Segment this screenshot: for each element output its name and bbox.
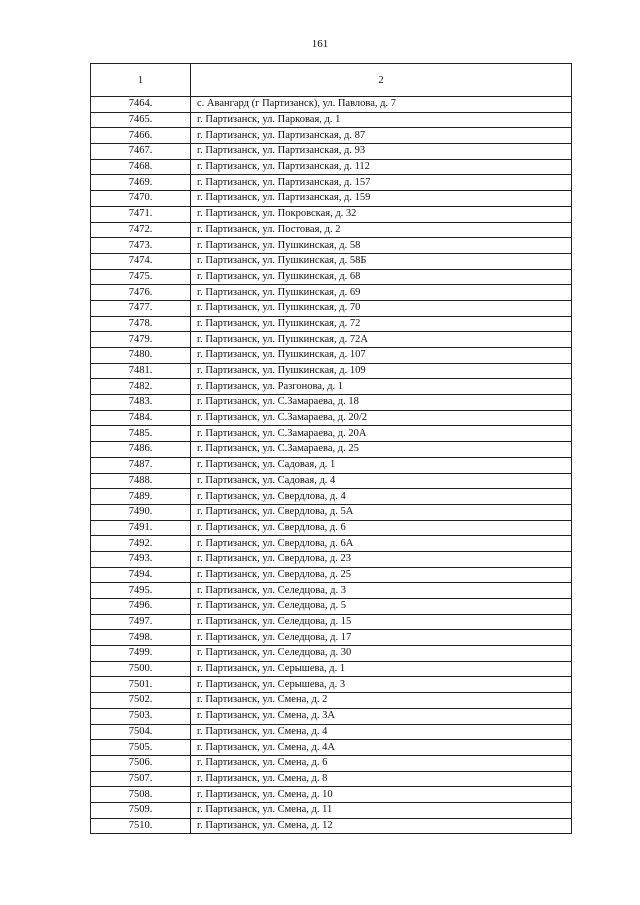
address-cell: г. Партизанск, ул. Свердлова, д. 4 (191, 489, 572, 505)
row-number-cell: 7508. (91, 787, 191, 803)
page-number: 161 (311, 38, 329, 50)
address-cell: г. Партизанск, ул. Свердлова, д. 23 (191, 551, 572, 567)
address-cell: г. Партизанск, ул. Селедцова, д. 15 (191, 614, 572, 630)
address-cell: г. Партизанск, ул. Смена, д. 2 (191, 693, 572, 709)
address-cell: г. Партизанск, ул. Селедцова, д. 3 (191, 583, 572, 599)
row-number-cell: 7492. (91, 536, 191, 552)
address-cell: г. Партизанск, ул. Смена, д. 4А (191, 740, 572, 756)
row-number-cell: 7509. (91, 802, 191, 818)
table-row (91, 567, 572, 583)
row-number-cell: 7478. (91, 316, 191, 332)
row-number-cell: 7506. (91, 755, 191, 771)
table-row (91, 771, 572, 787)
row-number-cell: 7477. (91, 300, 191, 316)
address-cell: г. Партизанск, ул. Свердлова, д. 25 (191, 567, 572, 583)
table-row (91, 802, 572, 818)
address-cell: г. Партизанск, ул. Партизанская, д. 159 (191, 191, 572, 207)
table-body (91, 97, 572, 834)
address-cell: г. Партизанск, ул. Селедцова, д. 17 (191, 630, 572, 646)
address-cell: г. Партизанск, ул. Партизанская, д. 112 (191, 159, 572, 175)
table-row (91, 332, 572, 348)
address-cell: г. Партизанск, ул. Партизанская, д. 157 (191, 175, 572, 191)
row-number-cell: 7474. (91, 253, 191, 269)
address-cell: г. Партизанск, ул. Садовая, д. 1 (191, 457, 572, 473)
row-number-cell: 7487. (91, 457, 191, 473)
address-cell: г. Партизанск, ул. Смена, д. 11 (191, 802, 572, 818)
table-row (91, 97, 572, 113)
table-row (91, 708, 572, 724)
table-row (91, 175, 572, 191)
address-cell: г. Партизанск, ул. Смена, д. 10 (191, 787, 572, 803)
table-row (91, 755, 572, 771)
row-number-cell: 7470. (91, 191, 191, 207)
table-row (91, 740, 572, 756)
row-number-cell: 7466. (91, 128, 191, 144)
row-number-cell: 7467. (91, 144, 191, 160)
row-number-cell: 7489. (91, 489, 191, 505)
row-number-cell: 7494. (91, 567, 191, 583)
table-row (91, 442, 572, 458)
table-row (91, 661, 572, 677)
table-row (91, 238, 572, 254)
address-cell: г. Партизанск, ул. Пушкинская, д. 58Б (191, 253, 572, 269)
row-number-cell: 7503. (91, 708, 191, 724)
table-row (91, 144, 572, 160)
row-number-cell: 7498. (91, 630, 191, 646)
row-number-cell: 7488. (91, 473, 191, 489)
table-row (91, 520, 572, 536)
table-row (91, 489, 572, 505)
table-row (91, 426, 572, 442)
address-cell: г. Партизанск, ул. Смена, д. 12 (191, 818, 572, 834)
address-cell: г. Партизанск, ул. Партизанская, д. 87 (191, 128, 572, 144)
table-row (91, 536, 572, 552)
address-cell: г. Партизанск, ул. Свердлова, д. 6 (191, 520, 572, 536)
table-row (91, 724, 572, 740)
address-table (90, 63, 572, 834)
table-row (91, 677, 572, 693)
row-number-cell: 7502. (91, 693, 191, 709)
address-cell: г. Партизанск, ул. Покровская, д. 32 (191, 206, 572, 222)
table-row (91, 395, 572, 411)
address-cell: г. Партизанск, ул. Партизанская, д. 93 (191, 144, 572, 160)
address-cell: г. Партизанск, ул. Постовая, д. 2 (191, 222, 572, 238)
table-row (91, 206, 572, 222)
table-row (91, 599, 572, 615)
row-number-cell: 7468. (91, 159, 191, 175)
table-row (91, 222, 572, 238)
address-cell: г. Партизанск, ул. С.Замараева, д. 20А (191, 426, 572, 442)
address-cell: г. Партизанск, ул. Пушкинская, д. 58 (191, 238, 572, 254)
table-row (91, 787, 572, 803)
table-row (91, 316, 572, 332)
row-number-cell: 7505. (91, 740, 191, 756)
address-cell: г. Партизанск, ул. Пушкинская, д. 70 (191, 300, 572, 316)
table-row (91, 457, 572, 473)
row-number-cell: 7485. (91, 426, 191, 442)
row-number-cell: 7473. (91, 238, 191, 254)
table-row (91, 348, 572, 364)
row-number-cell: 7475. (91, 269, 191, 285)
row-number-cell: 7501. (91, 677, 191, 693)
table-row (91, 818, 572, 834)
address-cell: г. Партизанск, ул. Садовая, д. 4 (191, 473, 572, 489)
address-cell: г. Партизанск, ул. Селедцова, д. 5 (191, 599, 572, 615)
table-row (91, 300, 572, 316)
row-number-cell: 7486. (91, 442, 191, 458)
table-row (91, 363, 572, 379)
row-number-cell: 7482. (91, 379, 191, 395)
address-cell: г. Партизанск, ул. Смена, д. 4 (191, 724, 572, 740)
row-number-cell: 7491. (91, 520, 191, 536)
row-number-cell: 7510. (91, 818, 191, 834)
address-cell: г. Партизанск, ул. Парковая, д. 1 (191, 112, 572, 128)
row-number-cell: 7476. (91, 285, 191, 301)
address-cell: г. Партизанск, ул. Селедцова, д. 30 (191, 646, 572, 662)
table-row (91, 473, 572, 489)
row-number-cell: 7495. (91, 583, 191, 599)
row-number-cell: 7465. (91, 112, 191, 128)
address-cell: г. Партизанск, ул. Пушкинская, д. 72А (191, 332, 572, 348)
column-header-address: 2 (191, 64, 572, 97)
row-number-cell: 7496. (91, 599, 191, 615)
table-row (91, 630, 572, 646)
table-header-row (91, 64, 572, 97)
address-cell: г. Партизанск, ул. Пушкинская, д. 72 (191, 316, 572, 332)
table-row (91, 614, 572, 630)
address-cell: г. Партизанск, ул. Смена, д. 8 (191, 771, 572, 787)
table-row (91, 159, 572, 175)
address-cell: г. Партизанск, ул. С.Замараева, д. 18 (191, 395, 572, 411)
address-cell: г. Партизанск, ул. Пушкинская, д. 109 (191, 363, 572, 379)
table-row (91, 410, 572, 426)
address-cell: г. Партизанск, ул. Свердлова, д. 6А (191, 536, 572, 552)
row-number-cell: 7469. (91, 175, 191, 191)
address-cell: г. Партизанск, ул. Серышева, д. 1 (191, 661, 572, 677)
table-row (91, 112, 572, 128)
table-row (91, 128, 572, 144)
table-row (91, 191, 572, 207)
table-row (91, 583, 572, 599)
address-cell: г. Партизанск, ул. С.Замараева, д. 20/2 (191, 410, 572, 426)
address-cell: г. Партизанск, ул. Свердлова, д. 5А (191, 504, 572, 520)
row-number-cell: 7484. (91, 410, 191, 426)
row-number-cell: 7497. (91, 614, 191, 630)
address-cell: г. Партизанск, ул. Пушкинская, д. 68 (191, 269, 572, 285)
row-number-cell: 7464. (91, 97, 191, 113)
table-row (91, 269, 572, 285)
table-row (91, 285, 572, 301)
address-cell: г. Партизанск, ул. С.Замараева, д. 25 (191, 442, 572, 458)
address-cell: г. Партизанск, ул. Смена, д. 6 (191, 755, 572, 771)
row-number-cell: 7504. (91, 724, 191, 740)
address-cell: г. Партизанск, ул. Пушкинская, д. 107 (191, 348, 572, 364)
row-number-cell: 7479. (91, 332, 191, 348)
address-cell: г. Партизанск, ул. Серышева, д. 3 (191, 677, 572, 693)
address-cell: с. Авангард (г Партизанск), ул. Павлова, д. 7 (191, 97, 572, 113)
row-number-cell: 7480. (91, 348, 191, 364)
row-number-cell: 7493. (91, 551, 191, 567)
row-number-cell: 7500. (91, 661, 191, 677)
table-row (91, 646, 572, 662)
address-cell: г. Партизанск, ул. Смена, д. 3А (191, 708, 572, 724)
row-number-cell: 7481. (91, 363, 191, 379)
table-row (91, 253, 572, 269)
row-number-cell: 7483. (91, 395, 191, 411)
row-number-cell: 7499. (91, 646, 191, 662)
table-row (91, 379, 572, 395)
address-cell: г. Партизанск, ул. Пушкинская, д. 69 (191, 285, 572, 301)
column-header-number: 1 (91, 64, 191, 97)
address-cell: г. Партизанск, ул. Разгонова, д. 1 (191, 379, 572, 395)
table-row (91, 504, 572, 520)
table-row (91, 693, 572, 709)
row-number-cell: 7507. (91, 771, 191, 787)
row-number-cell: 7471. (91, 206, 191, 222)
table-row (91, 551, 572, 567)
row-number-cell: 7490. (91, 504, 191, 520)
row-number-cell: 7472. (91, 222, 191, 238)
